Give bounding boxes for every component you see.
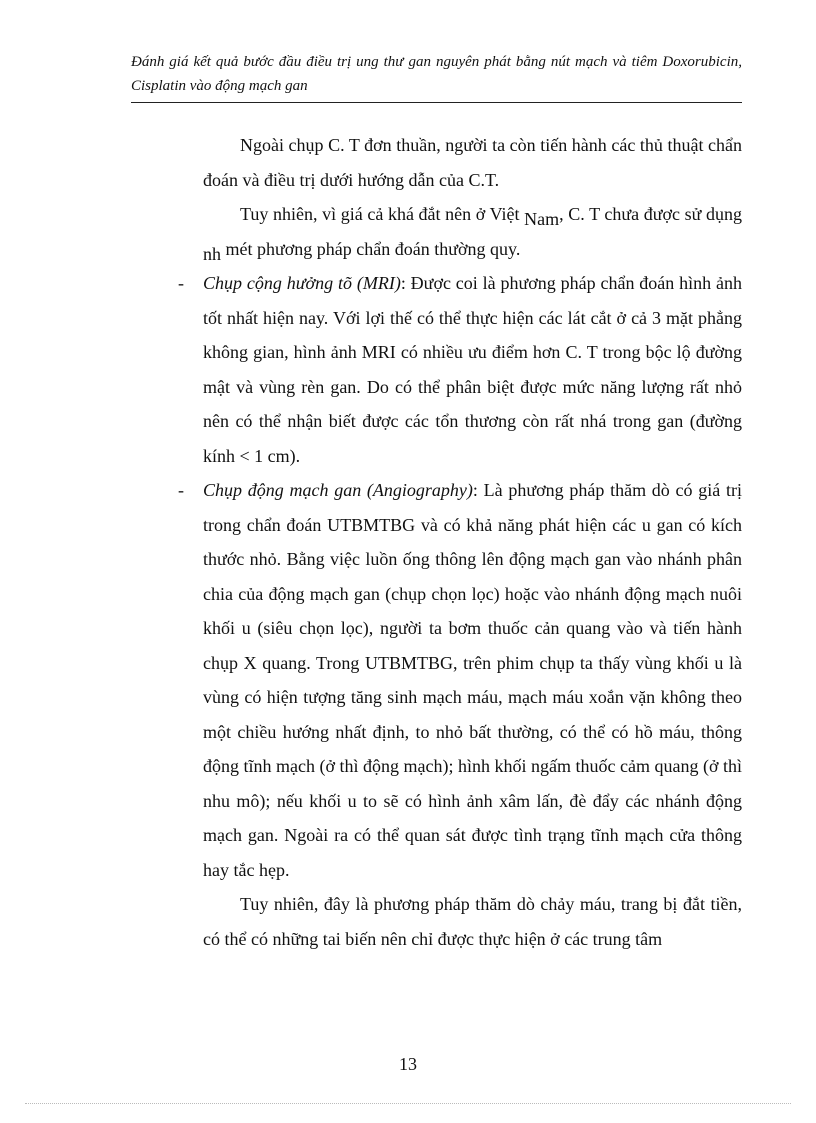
bullet-angiography-text: : Là phương pháp thăm dò có giá trị trong chẩn đoán UTBMTBG và có khả năng phát hiện các u gan có kích thước nhỏ. Bằng việc luồn ống thông lên động mạch gan vào nhánh phân chia của động mạch gan (chụp chọn lọc) hoặc vào nhánh động mạch nuôi khối u (siêu chọn lọc), người ta bơm thuốc cản quang vào và tiến hành chụp X quang. Trong UTBMTBG, trên phim chụp ta thấy vùng khối u là vùng có hiện tượng tăng sinh mạch máu, mạch máu xoắn vặn không theo một chiều hướng nhất định, to nhỏ bất thường, có thể có hồ máu, thông động tĩnh mạch (ở thì động mạch); hình khối ngấm thuốc cảm quang (ở thì nhu mô); nếu khối u to sẽ có hình ảnh xâm lấn, đè đẩy các nhánh động mạch gan. Ngoài ra có thể quan sát được tình trạng tĩnh mạch cửa thông hay tắc hẹp.: [203, 480, 742, 880]
bullet-angiography-term: Chụp động mạch gan (Angiography): [203, 480, 473, 500]
p2-subscript-nam: Nam: [524, 209, 560, 229]
p2-part-a: Tuy nhiên, vì giá cả khá đắt nên ở Việt: [240, 204, 525, 224]
p2-part-c: mét phương pháp chẩn đoán thường quy.: [221, 238, 521, 259]
paragraph-ct-procedures: Ngoài chụp C. T đơn thuần, người ta còn tiến hành các thủ thuật chẩn đoán và điều trị dưới hướng dẫn của C.T.: [203, 135, 742, 190]
main-text: [178, 128, 742, 956]
bullet-mri: [178, 266, 742, 473]
bullet-dash: -: [178, 480, 184, 500]
page-number: 13: [399, 1054, 417, 1074]
bullet-mri-term: Chụp cộng hưởng tõ (MRI): [203, 273, 401, 293]
bullet-dash: -: [178, 273, 184, 293]
footer-divider: [25, 1103, 791, 1104]
p2-part-b: , C. T chưa được sử dụng: [559, 204, 742, 224]
paragraph-ct-cost: [203, 197, 742, 266]
bullet-mri-text: : Được coi là phương pháp chẩn đoán hình ảnh tốt nhất hiện nay. Với lợi thế có thể thực hiện các lát cắt ở cả 3 mặt phẳng không gian, hình ảnh MRI có nhiều ưu điểm hơn C. T trong bộc lộ đường mật và vùng rèn gan. Do có thể phân biệt được mức năng lượng rất nhỏ nên có thể nhận biết được các tổn thương còn rất nhá trong gan (đường kính < 1 cm).: [203, 273, 742, 466]
p2-subscript-nh: nh: [203, 243, 221, 264]
running-header: Đánh giá kết quả bước đầu điều trị ung thư gan nguyên phát bằng nút mạch và tiêm Doxorubicin, Cisplatin vào động mạch gan: [131, 50, 742, 103]
paragraph-angiography-cost: Tuy nhiên, đây là phương pháp thăm dò chảy máu, trang bị đắt tiền, có thể có những tai biến nên chỉ được thực hiện ở các trung tâm: [203, 894, 742, 949]
bullet-angiography: [178, 473, 742, 887]
